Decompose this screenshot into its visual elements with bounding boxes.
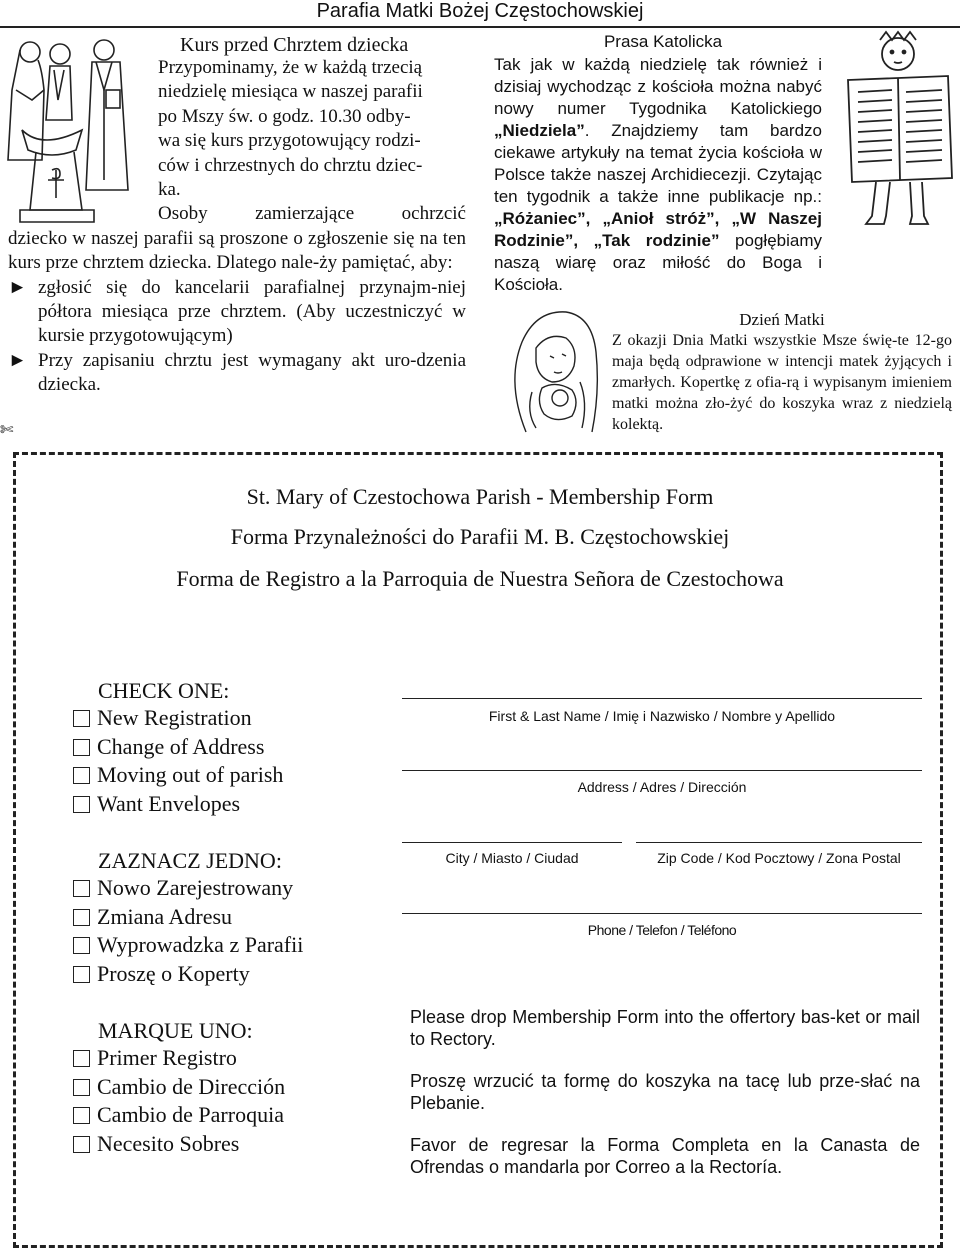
phone-field-label: Phone / Telefon / Teléfono — [587, 922, 737, 938]
checkbox-option[interactable] — [73, 1044, 285, 1073]
form-note-english: Please drop Membership Form into the offertory bas-ket or mail to Rectory. — [410, 1007, 920, 1049]
checkbox-icon[interactable] — [73, 1079, 90, 1096]
checkbox-option[interactable] — [73, 960, 303, 989]
header-divider — [0, 26, 960, 28]
bullet-text: Przy zapisaniu chrztu jest wymagany akt uro-dzenia dziecka. — [38, 349, 466, 396]
mothers-day-body: Z okazji Dnia Matki wszystkie Msze świę-te 12-go maja będą odprawione w intencji matek żyjących i zmarłych. Kopertkę z ofia-rą i wypisanym imieniem matki można zło-żyć do koszyka wraz z niedzielą kolektą. — [612, 332, 952, 433]
press-text: Tak jak w każdą niedzielę tak również i dzisiaj wychodząc z kościoła można nabyć nowy numer Tygodnika Katolickiego — [494, 55, 822, 118]
form-title-english: St. Mary of Czestochowa Parish - Membership Form — [246, 484, 714, 509]
checkbox-icon[interactable] — [73, 1136, 90, 1153]
checkbox-label: Change of Address — [97, 733, 265, 759]
newspaper-reader-illustration — [836, 30, 960, 230]
name-field-label: First & Last Name / Imię i Nazwisko / Nombre y Apellido — [488, 708, 836, 724]
address-field-label: Address / Adres / Dirección — [577, 779, 747, 795]
press-text: . Znajdziemy tam bardzo ciekawe artykuły na temat życia kościoła w Polsce także naszej Archidiecezji. Czytając ten tygodnik a także inne publikacje np.: — [494, 121, 822, 206]
madonna-illustration — [496, 302, 606, 434]
baptism-course-title: Kurs przed Chrztem dziecka — [180, 34, 409, 56]
checkbox-icon[interactable] — [73, 880, 90, 897]
city-field[interactable] — [402, 842, 622, 843]
checkbox-icon[interactable] — [73, 1050, 90, 1067]
checkbox-option[interactable] — [73, 1130, 285, 1159]
checkbox-label: Cambio de Parroquia — [97, 1102, 284, 1127]
form-note-spanish: Favor de regresar la Forma Completa en la Canasta de Ofrendas o mandarla por Correo a la Rectoría. — [410, 1135, 920, 1177]
checkbox-option[interactable] — [73, 1073, 285, 1102]
baptism-line: Przypominamy, że w każdą trzecią — [158, 57, 423, 78]
phone-field[interactable] — [402, 913, 922, 914]
baptism-bullet-2 — [8, 349, 466, 398]
catholic-press-body — [494, 54, 822, 296]
check-group-spanish — [73, 1018, 285, 1158]
bullet-arrow-icon: ► — [8, 349, 27, 371]
checkbox-label: Primer Registro — [97, 1045, 237, 1070]
catholic-press-title: Prasa Katolicka — [603, 32, 723, 51]
checkbox-label: Zmiana Adresu — [97, 903, 233, 929]
name-field[interactable] — [402, 698, 922, 699]
checkbox-label: Nowo Zarejestrowany — [97, 875, 294, 900]
baptism-para2-first: Osoby zamierzające ochrzcić — [158, 203, 466, 225]
checkbox-icon[interactable] — [73, 966, 90, 983]
baptism-line: niedzielę miesiąca w naszej parafii — [158, 81, 423, 103]
checkbox-icon[interactable] — [73, 710, 90, 727]
check-group-heading: MARQUE UNO: — [98, 1018, 253, 1043]
checkbox-option[interactable] — [73, 931, 303, 960]
press-text: pogłębiamy naszą wiarę oraz miłość do Boga i Kościoła. — [494, 231, 822, 294]
baptism-line: ka. — [158, 179, 181, 201]
checkbox-option[interactable] — [73, 903, 303, 932]
checkbox-label: New Registration — [97, 705, 252, 730]
checkbox-label: Want Envelopes — [97, 790, 241, 816]
checkbox-icon[interactable] — [73, 767, 90, 784]
baptism-course-body — [8, 56, 466, 398]
page-header-title: Parafia Matki Bożej Częstochowskiej — [316, 0, 644, 22]
check-group-heading: CHECK ONE: — [98, 678, 230, 703]
checkbox-icon[interactable] — [73, 909, 90, 926]
baptism-bullet-1 — [8, 276, 466, 349]
baptism-para2: dziecko w naszej parafii są proszone o zgłoszenie się na ten kurs prze chrztem dziecka. Dlatego nale-żу pamiętać, aby: — [8, 227, 466, 274]
checkbox-option[interactable] — [73, 704, 283, 733]
checkbox-label: Cambio de Dirección — [97, 1073, 286, 1099]
check-group-heading: ZAZNACZ JEDNO: — [98, 848, 282, 873]
checkbox-label: Necesito Sobres — [97, 1130, 240, 1156]
checkbox-icon[interactable] — [73, 937, 90, 954]
checkbox-option[interactable] — [73, 790, 283, 819]
baptism-line: po Mszy św. o godz. 10.30 odby- — [158, 105, 411, 127]
zip-code-field-label: Zip Code / Kod Pocztowy / Zona Postal — [657, 850, 901, 866]
scissors-icon: ✄ — [0, 422, 14, 439]
bullet-text: zgłosić się do kancelarii parafialnej przynajm-niej półtora miesiąca prze chrztem. (Aby uczestniczyć w kursie przygotowującym) — [38, 276, 466, 347]
zip-code-field[interactable] — [636, 842, 922, 843]
address-field[interactable] — [402, 770, 922, 771]
baptism-line: wa się kurs przygotowujący rodzi- — [158, 130, 421, 152]
checkbox-icon[interactable] — [73, 796, 90, 813]
city-field-label: City / Miasto / Ciudad — [445, 850, 579, 866]
mothers-day-title: Dzień Matki — [739, 310, 825, 329]
check-group-english — [73, 678, 283, 818]
checkbox-icon[interactable] — [73, 1107, 90, 1124]
checkbox-icon[interactable] — [73, 739, 90, 756]
bullet-arrow-icon: ► — [8, 276, 27, 298]
checkbox-label: Proszę o Koperty — [97, 960, 250, 986]
press-bold-text: „Różaniec”, „Anioł stróż”, „W Naszej Rodzinie”, „Tak rodzinie” — [494, 209, 822, 250]
checkbox-option[interactable] — [73, 1101, 285, 1130]
press-bold-text: „Niedziela” — [494, 121, 585, 140]
form-note-polish: Proszę wrzucić ta formę do koszyka na tacę lub prze-słać na Plebanie. — [410, 1071, 920, 1113]
checkbox-option[interactable] — [73, 761, 283, 790]
checkbox-option[interactable] — [73, 733, 283, 762]
baptism-line: ców i chrzestnych do chrztu dziec- — [158, 154, 423, 176]
form-title-polish: Forma Przynależności do Parafii M. B. Częstochowskiej — [230, 524, 730, 549]
checkbox-label: Moving out of parish — [97, 762, 284, 787]
checkbox-option[interactable] — [73, 874, 303, 903]
form-title-spanish: Forma de Registro a la Parroquia de Nuestra Señora de Czestochowa — [176, 566, 784, 591]
check-group-polish — [73, 848, 303, 988]
checkbox-label: Wyprowadzka z Parafii — [97, 932, 304, 957]
